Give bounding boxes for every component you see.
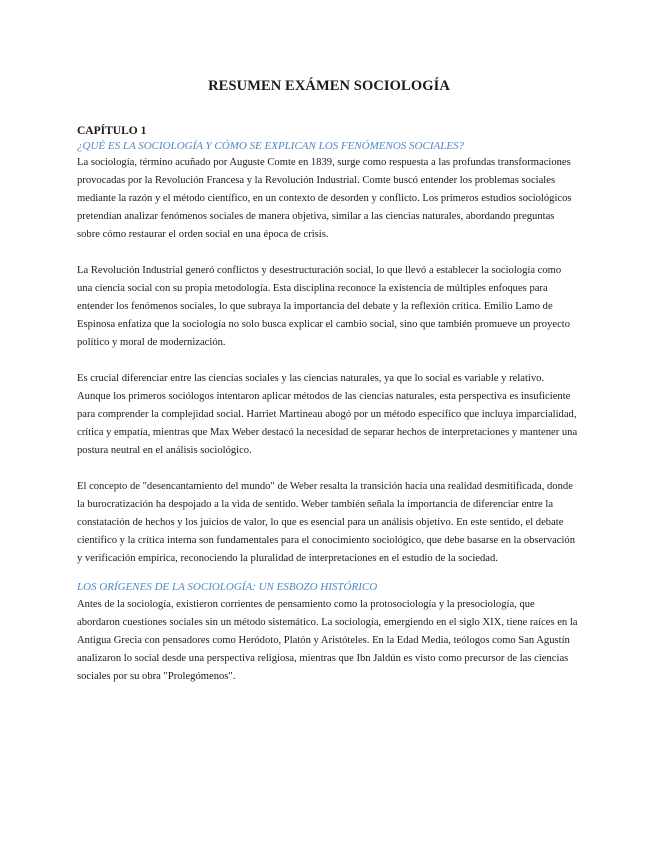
chapter-subtitle: ¿QUÉ ES LA SOCIOLOGÍA Y CÓMO SE EXPLICAN LOS FENÓMENOS SOCIALES? (77, 140, 465, 152)
paragraph-spacer (77, 460, 579, 478)
paragraph-2: La Revolución Industrial generó conflictos y desestructuración social, lo que llevó a establecer la sociología como una ciencia social con su propia metodología. Esta disciplina reconoce la existencia de múltiples enfoques para entender los fenómenos sociales, lo que subraya la importancia del debate y la reflexión crítica. Emilio Lamo de Espinosa enfatiza que la sociología no solo busca explicar el cambio social, sino que también promueve un proyecto político y moral de modernización. (77, 265, 571, 348)
paragraph-3: Es crucial diferenciar entre las ciencias sociales y las ciencias naturales, ya que lo social es variable y relativo. Aunque los primeros sociólogos intentaron aplicar métodos de las ciencias naturales, esta perspectiva es insuficiente para comprender la complejidad social. Harriet Martineau abogó por un método específico que incluya imparcialidad, crítica y empatía, mientras que Max Weber destacó la necesidad de separar hechos de interpretaciones y mantener una postura neutral en el análisis sociológico. (77, 373, 578, 456)
chapter-label: CAPÍTULO 1 (77, 125, 147, 137)
paragraph-1: La sociología, término acuñado por Auguste Comte en 1839, surge como respuesta a las profundas transformaciones provocadas por la Revolución Francesa y la Revolución Industrial. Comte buscó entender los problemas sociales mediante la razón y el método científico, en un contexto de desorden y conflicto. Los primeros estudios sociológicos pretendían analizar fenómenos sociales de manera objetiva, similar a las ciencias naturales, abordando preguntas sobre cómo restaurar el orden social en una época de crisis. (77, 157, 572, 240)
section-2-paragraph: Antes de la sociología, existieron corrientes de pensamiento como la protosociología y la presociología, que abordaron cuestiones sociales sin un método sistemático. La sociología, emergiendo en el siglo XIX, tiene raíces en la Antigua Grecia con pensadores como Heródoto, Platón y Aristóteles. En la Edad Media, teólogos como San Agustín analizaron lo social desde una perspectiva religiosa, mientras que Ibn Jaldún es visto como precursor de las ciencias sociales por su obra "Prolegómenos". (77, 599, 578, 682)
document-body (77, 78, 579, 686)
section-2-title: LOS ORÍGENES DE LA SOCIOLOGÍA: UN ESBOZO HISTÓRICO (77, 581, 378, 593)
paragraph-spacer (77, 352, 579, 370)
document-title: RESUMEN EXÁMEN SOCIOLOGÍA (208, 78, 450, 94)
paragraph-4: El concepto de "desencantamiento del mundo" de Weber resalta la transición hacia una realidad desmitificada, donde la burocratización ha despojado a la vida de sentido. Weber también señala la importancia de diferenciar entre la constatación de hechos y los juicios de valor, lo que es esencial para un análisis objetivo. En este sentido, el debate científico y la crítica interna son fundamentales para el conocimiento sociológico, que debe basarse en la observación y verificación empírica, reconociendo la pluralidad de interpretaciones en el estudio de la sociedad. (77, 481, 576, 564)
paragraph-spacer (77, 244, 579, 262)
